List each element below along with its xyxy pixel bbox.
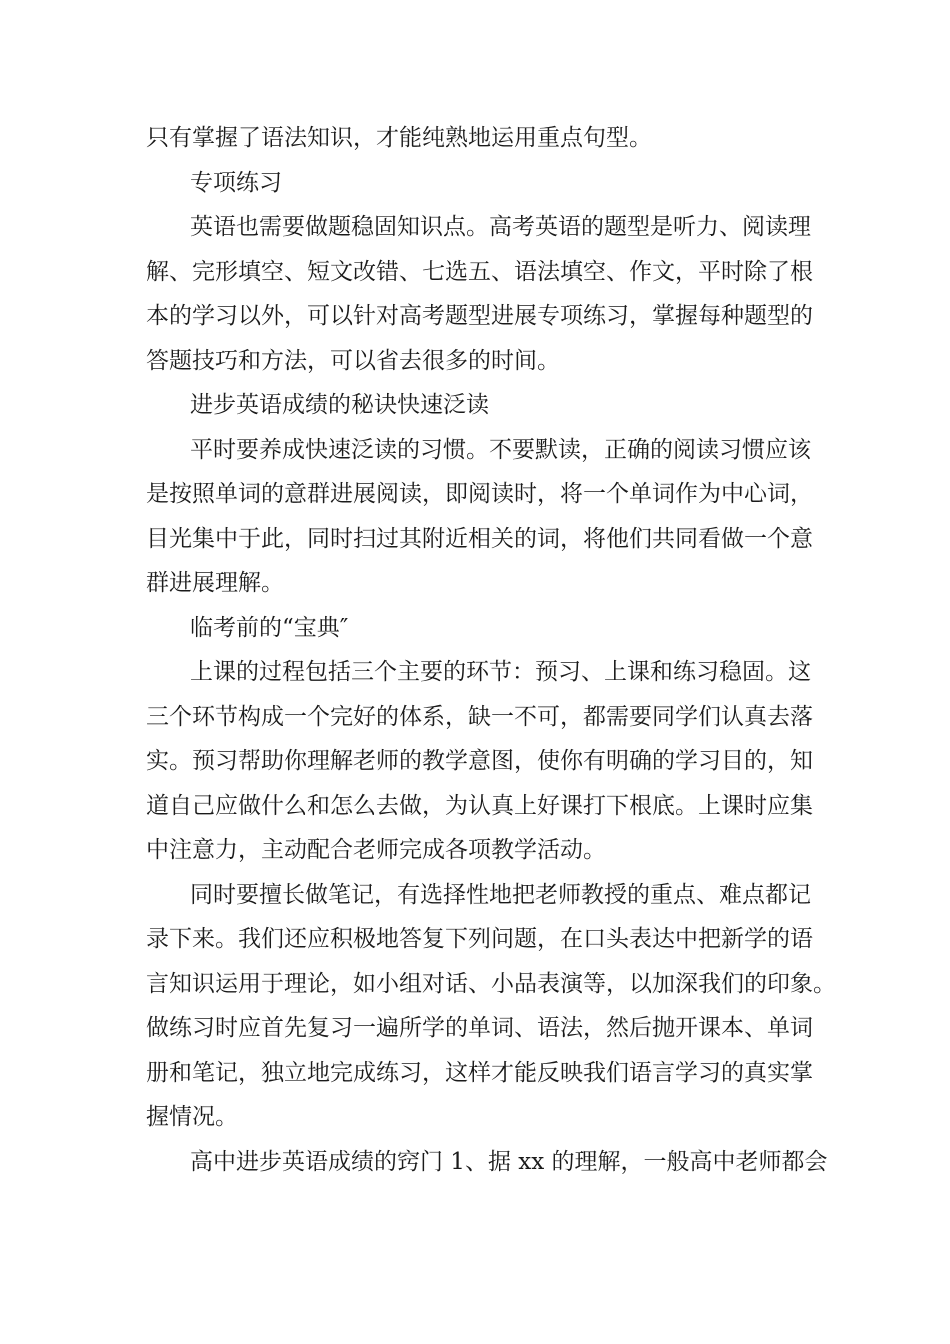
text-line: 解、完形填空、短文改错、七选五、语法填空、作文，平时除了根 [146, 259, 813, 285]
text-line: 言知识运用于理论，如小组对话、小品表演等，以加深我们的印象。 [146, 971, 836, 997]
text-line: 群进展理解。 [146, 570, 284, 596]
text-line: 握情况。 [146, 1104, 238, 1130]
text-line: 只有掌握了语法知识，才能纯熟地运用重点句型。 [146, 125, 652, 151]
section-heading: 临考前的“宝典″ [190, 615, 349, 641]
section-heading: 专项练习 [190, 170, 282, 196]
text-line: 是按照单词的意群进展阅读，即阅读时，将一个单词作为中心词， [146, 481, 813, 507]
text-line: 实。预习帮助你理解老师的教学意图，使你有明确的学习目的，知 [146, 748, 813, 774]
text-line: 册和笔记，独立地完成练习，这样才能反映我们语言学习的真实掌 [146, 1060, 813, 1086]
text-line: 上课的过程包括三个主要的环节：预习、上课和练习稳固。这 [190, 659, 811, 685]
text-line: 目光集中于此，同时扫过其附近相关的词，将他们共同看做一个意 [146, 526, 813, 552]
text-line: 三个环节构成一个完好的体系，缺一不可，都需要同学们认真去落 [146, 704, 813, 730]
text-line: 录下来。我们还应积极地答复下列问题，在口头表达中把新学的语 [146, 926, 813, 952]
text-line: 平时要养成快速泛读的习惯。不要默读，正确的阅读习惯应该 [190, 437, 811, 463]
text-line: 答题技巧和方法，可以省去很多的时间。 [146, 348, 560, 374]
text-line: 中注意力，主动配合老师完成各项教学活动。 [146, 837, 606, 863]
text-line: 英语也需要做题稳固知识点。高考英语的题型是听力、阅读理 [190, 214, 811, 240]
text-line: 做练习时应首先复习一遍所学的单词、语法，然后抛开课本、单词 [146, 1015, 813, 1041]
section-heading: 进步英语成绩的秘诀快速泛读 [190, 392, 489, 418]
text-line: 本的学习以外，可以针对高考题型进展专项练习，掌握每种题型的 [146, 303, 813, 329]
text-line: 高中进步英语成绩的窍门 1、据 xx 的理解，一般高中老师都会 [190, 1149, 828, 1175]
text-line: 道自己应做什么和怎么去做，为认真上好课打下根底。上课时应集 [146, 793, 813, 819]
text-line: 同时要擅长做笔记，有选择性地把老师教授的重点、难点都记 [190, 882, 811, 908]
